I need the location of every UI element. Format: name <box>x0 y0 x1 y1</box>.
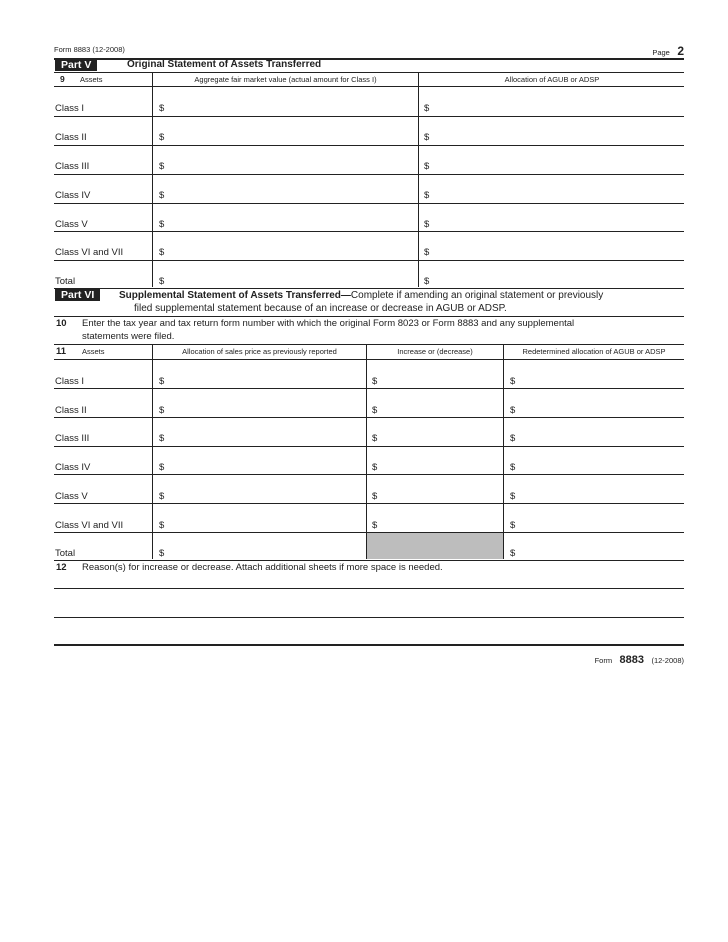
part-v-title-rule <box>54 72 684 73</box>
amount-field-prev-allocation[interactable] <box>153 423 365 445</box>
reason-line-2[interactable] <box>54 617 684 618</box>
footer-form-id <box>595 650 684 668</box>
dollar-sign: $ <box>159 247 165 258</box>
amount-field-increase[interactable] <box>367 395 502 417</box>
dollar-sign: $ <box>372 491 378 502</box>
page-label: Page <box>652 48 670 57</box>
row-label: Class II <box>55 132 87 143</box>
part-vi-title-rest: Complete if amending an original statement or previously <box>350 290 604 301</box>
amount-field-allocation[interactable] <box>419 122 684 144</box>
amount-field-increase[interactable] <box>367 510 502 532</box>
amount-field-redetermined[interactable] <box>504 423 684 445</box>
amount-field-fmv[interactable] <box>153 180 417 202</box>
dollar-sign: $ <box>424 276 430 287</box>
amount-field-prev-allocation[interactable] <box>153 452 365 474</box>
dollar-sign: $ <box>159 433 165 444</box>
row-rule <box>54 231 684 232</box>
amount-field-allocation[interactable] <box>419 151 684 173</box>
amount-field-fmv[interactable] <box>153 122 417 144</box>
dollar-sign: $ <box>510 376 516 387</box>
line-11-number: 11 <box>56 346 67 357</box>
row-rule <box>54 388 684 389</box>
row-rule <box>54 116 684 117</box>
row-rule <box>54 145 684 146</box>
amount-field-increase[interactable] <box>367 366 502 388</box>
dollar-sign: $ <box>159 103 165 114</box>
dollar-sign: $ <box>424 219 430 230</box>
column-header-assets-2: Assets <box>82 347 105 356</box>
row-label: Class II <box>55 405 87 416</box>
line-12-text: Reason(s) for increase or decrease. Attach additional sheets if more space is needed. <box>82 562 443 573</box>
part-v-title: Original Statement of Assets Transferred <box>127 59 322 70</box>
amount-field-fmv[interactable] <box>153 209 417 231</box>
part-vi-header-rule <box>54 359 684 360</box>
dollar-sign: $ <box>159 491 165 502</box>
row-label: Class I <box>55 103 85 114</box>
part-vi-top-rule <box>54 288 684 289</box>
part-v-badge: Part V <box>55 59 97 71</box>
column-header-redetermined: Redetermined allocation of AGUB or ADSP <box>522 347 666 356</box>
line-10-text-2: statements were filed. <box>82 331 175 342</box>
form-revision-label: Form 8883 (12-2008) <box>54 45 125 54</box>
dollar-sign: $ <box>510 462 516 473</box>
footer-form-number: 8883 <box>619 654 645 666</box>
dollar-sign: $ <box>159 520 165 531</box>
row-label: Class VI and VII <box>55 247 124 258</box>
row-label: Class IV <box>55 190 91 201</box>
amount-field-redetermined[interactable] <box>504 366 684 388</box>
amount-field-allocation[interactable] <box>419 209 684 231</box>
column-header-prev-allocation: Allocation of sales price as previously reported <box>182 347 337 356</box>
dollar-sign: $ <box>372 520 378 531</box>
row-label: Total <box>55 276 76 287</box>
page-number: 2 <box>677 44 684 58</box>
dollar-sign: $ <box>510 548 516 559</box>
part-vi-bottom-rule <box>54 560 684 561</box>
reason-line-1[interactable] <box>54 588 684 589</box>
amount-field-fmv[interactable] <box>153 237 417 259</box>
amount-field-prev-allocation[interactable] <box>153 538 365 560</box>
amount-field-redetermined[interactable] <box>504 395 684 417</box>
row-rule <box>54 446 684 447</box>
row-label: Class III <box>55 161 90 172</box>
dollar-sign: $ <box>159 405 165 416</box>
column-header-assets: Assets <box>80 75 103 84</box>
amount-field-fmv[interactable] <box>153 151 417 173</box>
row-rule <box>54 532 684 533</box>
column-header-allocation: Allocation of AGUB or ADSP <box>504 75 600 84</box>
amount-field-prev-allocation[interactable] <box>153 395 365 417</box>
line-10-rule <box>54 344 684 345</box>
dollar-sign: $ <box>510 433 516 444</box>
line-12-number: 12 <box>56 562 67 573</box>
dollar-sign: $ <box>372 376 378 387</box>
footer-form-date: (12-2008) <box>651 656 684 665</box>
line-10-number: 10 <box>56 318 67 329</box>
amount-field-prev-allocation[interactable] <box>153 510 365 532</box>
dollar-sign: $ <box>372 462 378 473</box>
dollar-sign: $ <box>424 103 430 114</box>
dollar-sign: $ <box>159 132 165 143</box>
amount-field-fmv[interactable] <box>153 266 417 288</box>
column-header-fmv: Aggregate fair market value (actual amount for Class I) <box>194 75 377 84</box>
row-rule <box>54 260 684 261</box>
part-v-header-rule <box>54 86 684 87</box>
row-label: Class VI and VII <box>55 520 124 531</box>
row-rule <box>54 503 684 504</box>
row-label: Class III <box>55 433 90 444</box>
dollar-sign: $ <box>424 132 430 143</box>
dollar-sign: $ <box>424 247 430 258</box>
reason-line-3[interactable] <box>54 644 684 646</box>
amount-field-allocation[interactable] <box>419 266 684 288</box>
row-label: Class IV <box>55 462 91 473</box>
amount-field-prev-allocation[interactable] <box>153 366 365 388</box>
dollar-sign: $ <box>424 161 430 172</box>
dollar-sign: $ <box>159 219 165 230</box>
row-rule <box>54 474 684 475</box>
dollar-sign: $ <box>159 190 165 201</box>
total-increase-shaded-cell <box>367 532 503 559</box>
amount-field-allocation[interactable] <box>419 237 684 259</box>
amount-field-increase[interactable] <box>367 481 502 503</box>
row-label: Class I <box>55 376 85 387</box>
amount-field-redetermined[interactable] <box>504 481 684 503</box>
column-header-increase-decrease: Increase or (decrease) <box>397 347 473 356</box>
dollar-sign: $ <box>372 433 378 444</box>
dollar-sign: $ <box>372 405 378 416</box>
dollar-sign: $ <box>510 405 516 416</box>
dollar-sign: $ <box>159 376 165 387</box>
footer-form-word: Form <box>594 656 613 665</box>
part-vi-badge: Part VI <box>55 289 100 301</box>
row-label: Total <box>55 548 76 559</box>
amount-field-prev-allocation[interactable] <box>153 481 365 503</box>
amount-field-fmv[interactable] <box>153 93 417 115</box>
row-label: Class V <box>55 491 88 502</box>
row-rule <box>54 417 684 418</box>
amount-field-allocation[interactable] <box>419 180 684 202</box>
part-vi-title-line-2: filed supplemental statement because of an increase or decrease in AGUB or ADSP. <box>134 303 507 314</box>
amount-field-redetermined[interactable] <box>504 510 684 532</box>
part-vi-title-line <box>119 290 603 301</box>
row-label: Class V <box>55 219 88 230</box>
dollar-sign: $ <box>510 520 516 531</box>
part-vi-title: Supplemental Statement of Assets Transferred— <box>119 290 351 301</box>
amount-field-allocation[interactable] <box>419 93 684 115</box>
dollar-sign: $ <box>510 491 516 502</box>
amount-field-redetermined[interactable] <box>504 452 684 474</box>
dollar-sign: $ <box>159 462 165 473</box>
line-10-text: Enter the tax year and tax return form number with which the original Form 8023 or Form 8883 and any supplemental <box>82 318 575 329</box>
dollar-sign: $ <box>159 548 165 559</box>
dollar-sign: $ <box>159 161 165 172</box>
row-rule <box>54 174 684 175</box>
row-rule <box>54 203 684 204</box>
amount-field-redetermined[interactable] <box>504 538 684 560</box>
line-9-number: 9 <box>60 74 65 84</box>
amount-field-increase[interactable] <box>367 452 502 474</box>
part-vi-title-rule <box>54 316 684 317</box>
dollar-sign: $ <box>159 276 165 287</box>
dollar-sign: $ <box>424 190 430 201</box>
amount-field-increase[interactable] <box>367 423 502 445</box>
